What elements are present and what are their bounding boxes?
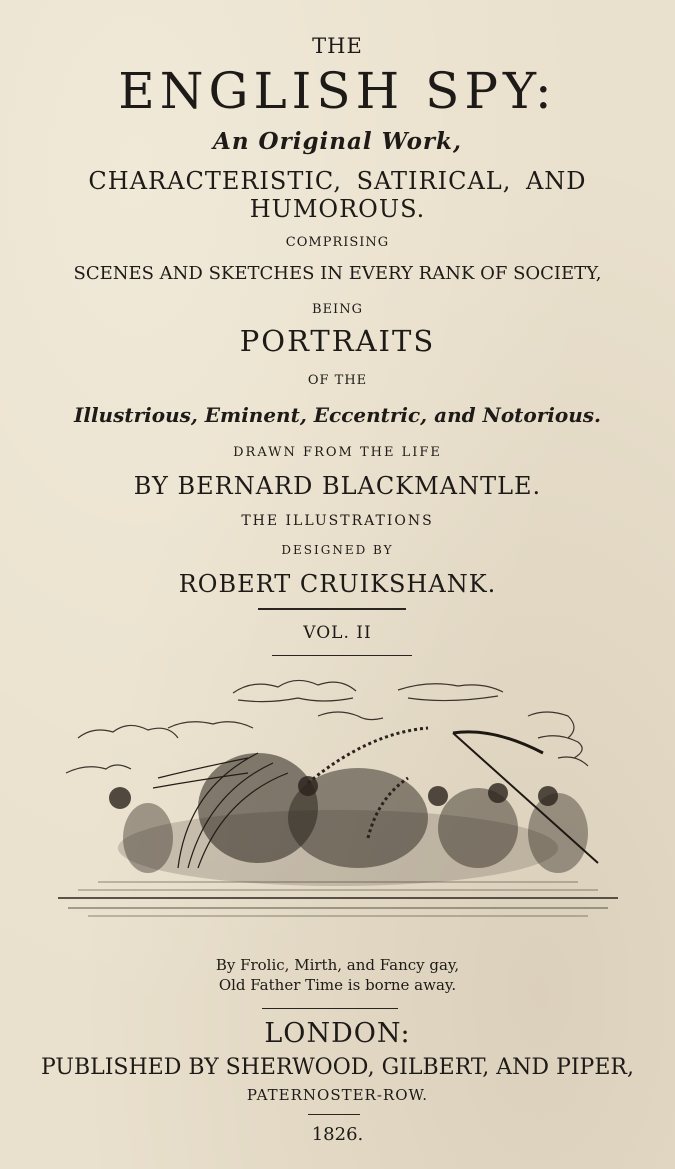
imprint-city: LONDON: [264, 1018, 411, 1049]
imprint-year: 1826. [311, 1124, 364, 1145]
caption-line-2: Old Father Time is borne away. [218, 976, 457, 994]
imprint-address: PATERNOSTER-ROW. [246, 1086, 429, 1104]
comprising-label: COMPRISING [285, 235, 390, 250]
divider-rule-imprint [262, 1008, 398, 1009]
designed-by-label: DESIGNED BY [281, 543, 394, 557]
divider-rule-year [308, 1114, 360, 1115]
illustrator-line: ROBERT CRUIKSHANK. [178, 570, 497, 598]
descriptor-line-2: HUMOROUS. [249, 195, 426, 223]
divider-rule-volume [272, 655, 412, 656]
main-title: ENGLISH SPY: [118, 62, 557, 120]
of-the-label: OF THE [307, 373, 368, 388]
scenes-line: SCENES AND SKETCHES IN EVERY RANK OF SOCIETY, [73, 263, 602, 284]
cloud-lines [66, 680, 588, 773]
volume-label: VOL. II [303, 623, 372, 643]
illustrations-label: THE ILLUSTRATIONS [241, 513, 434, 529]
caption-line-1: By Frolic, Mirth, and Fancy gay, [215, 956, 460, 974]
imprint-publisher: PUBLISHED BY SHERWOOD, GILBERT, AND PIPER, [41, 1055, 634, 1080]
descriptor-line-1: CHARACTERISTIC, SATIRICAL, AND [88, 167, 587, 195]
drawn-from-life: DRAWN FROM THE LIFE [233, 445, 442, 460]
portraits-heading: PORTRAITS [239, 324, 436, 358]
being-label: BEING [312, 302, 363, 317]
ground-hatching [58, 882, 618, 916]
divider-rule-top [258, 608, 406, 610]
title-the: THE [312, 34, 363, 58]
subtitle-original-work: An Original Work, [212, 128, 462, 155]
author-line: BY BERNARD BLACKMANTLE. [133, 472, 542, 500]
engraving-vignette [58, 668, 618, 936]
subjects-line: Illustrious, Eminent, Eccentric, and Notorious. [74, 403, 601, 427]
